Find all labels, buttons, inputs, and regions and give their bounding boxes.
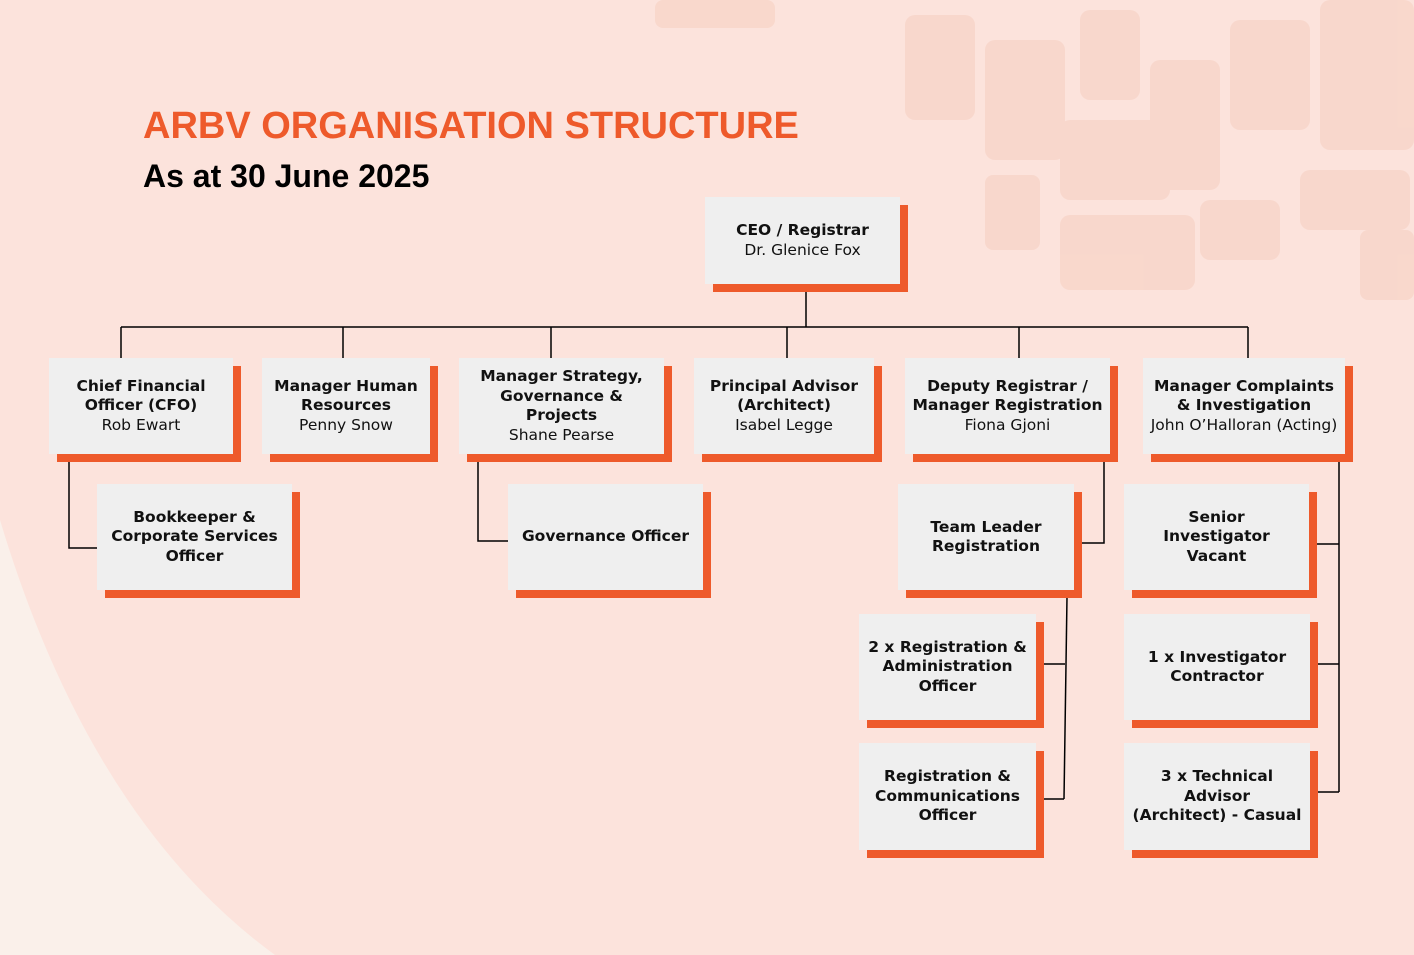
node-role: Principal Advisor (Architect) xyxy=(709,376,859,415)
node-principal-advisor xyxy=(694,358,874,454)
node-technical-advisor xyxy=(1124,743,1310,850)
node-role: Registration & Communications Officer xyxy=(875,767,1020,825)
node-role: CEO / Registrar xyxy=(736,221,869,239)
node-investigator-contractor xyxy=(1124,614,1310,720)
page-title: ARBV ORGANISATION STRUCTURE xyxy=(143,105,799,147)
node-role: 2 x Registration & Administration Officer xyxy=(868,637,1027,695)
node-person: Rob Ewart xyxy=(101,415,181,434)
page-subtitle: As at 30 June 2025 xyxy=(143,158,430,194)
node-role: Chief Financial Officer (CFO) xyxy=(76,376,206,415)
node-role: Manager Human Resources xyxy=(274,376,418,415)
node-role: Governance Officer xyxy=(521,527,690,546)
node-team-leader-registration xyxy=(898,484,1074,590)
node-cfo xyxy=(49,358,233,454)
node-person: Penny Snow xyxy=(299,415,393,434)
node-role: Team Leader Registration xyxy=(930,517,1042,555)
node-ceo-registrar xyxy=(705,197,900,284)
node-governance-officer xyxy=(508,484,703,590)
node-manager-hr xyxy=(262,358,430,454)
node-person: Dr. Glenice Fox xyxy=(744,240,861,259)
node-role: Deputy Registrar / Manager Registration xyxy=(912,376,1103,415)
node-registration-admin-officer xyxy=(859,614,1036,720)
node-person: Isabel Legge xyxy=(735,415,833,434)
node-person: Fiona Gjoni xyxy=(964,415,1051,434)
node-person: John O’Halloran (Acting) xyxy=(1150,415,1338,434)
node-manager-strategy xyxy=(459,358,664,454)
node-registration-comms-officer xyxy=(859,743,1036,850)
node-senior-investigator xyxy=(1124,484,1309,590)
node-role: Manager Complaints & Investigation xyxy=(1153,376,1335,415)
node-manager-complaints xyxy=(1143,358,1345,454)
node-role: 1 x Investigator Contractor xyxy=(1147,647,1287,685)
node-person: Shane Pearse xyxy=(508,425,615,444)
node-role: Bookkeeper & Corporate Services Officer xyxy=(111,507,278,565)
node-role: Manager Strategy, Governance & Projects xyxy=(480,367,643,424)
node-deputy-registrar xyxy=(905,358,1110,454)
node-role: 3 x Technical Advisor (Architect) - Casual xyxy=(1132,767,1302,825)
node-bookkeeper xyxy=(97,484,292,590)
node-role: Senior Investigator Vacant xyxy=(1163,507,1270,565)
